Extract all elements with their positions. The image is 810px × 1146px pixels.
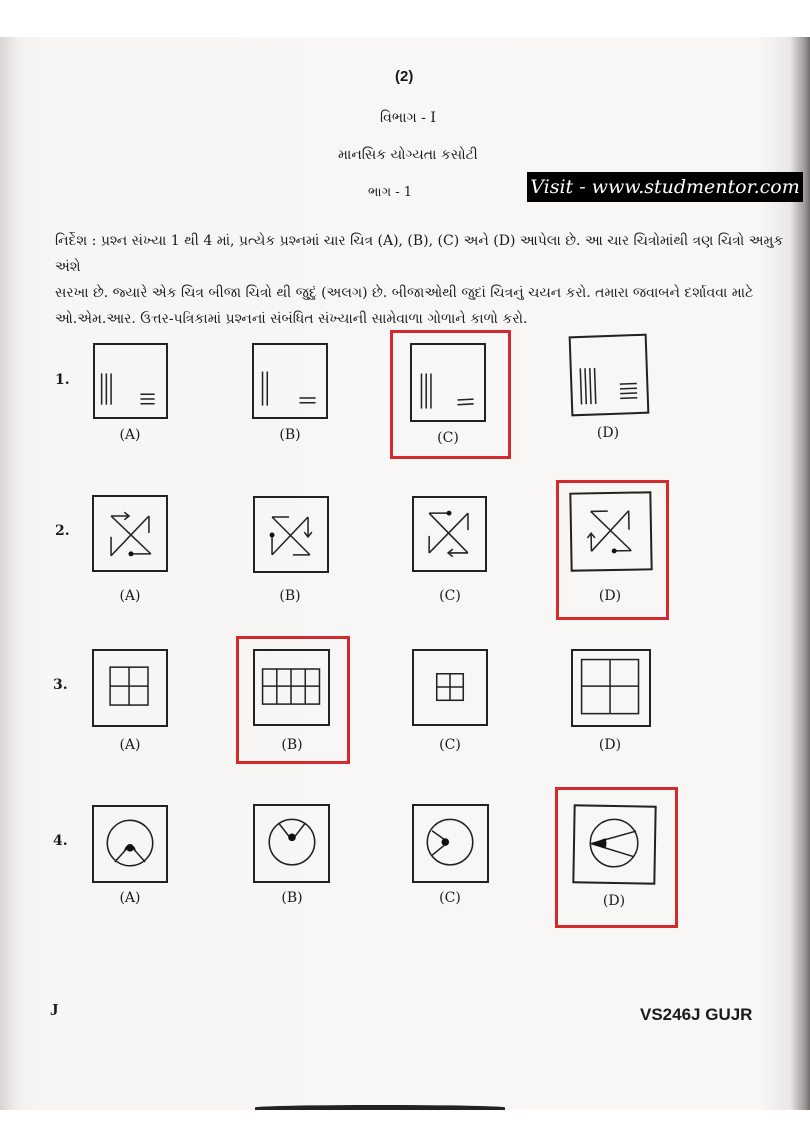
grid-figure-icon <box>94 651 166 725</box>
circle-sector-icon <box>414 806 487 881</box>
q2-label-c: (C) <box>439 588 461 604</box>
q2-figure-b <box>253 496 329 573</box>
q2-figure-a <box>92 495 168 572</box>
lines-figure-icon <box>95 345 166 417</box>
question-4-number: 4. <box>53 833 68 849</box>
footer-set-letter: J <box>50 1000 59 1019</box>
swastika-arrows-icon <box>414 498 485 570</box>
q2-figure-c <box>412 496 487 572</box>
question-1-number: 1. <box>55 372 70 388</box>
q2-label-b: (B) <box>279 588 301 604</box>
question-2-number: 2. <box>55 523 70 539</box>
q3-label-c: (C) <box>439 737 461 753</box>
q4-figure-d <box>572 804 656 884</box>
q3-label-d: (D) <box>598 737 622 753</box>
q4-label-d: (D) <box>602 893 626 909</box>
question-3-number: 3. <box>53 677 68 693</box>
q4-figure-a <box>92 805 168 883</box>
q1-label-c: (C) <box>437 430 459 446</box>
q3-figure-c <box>412 649 488 726</box>
instructions <box>55 228 790 332</box>
q4-figure-c <box>412 804 489 883</box>
circle-sector-icon <box>94 807 166 881</box>
q3-figure-d <box>571 649 651 727</box>
q3-figure-a <box>92 649 168 727</box>
q3-figure-b <box>253 649 330 726</box>
instruction-line-3: ઓ.એમ.આર. ઉત્તર-પત્રિકામાં પ્રશ્નનાં સંબંધિત સંખ્યાની સામેવાળા ગોળાને કાળો કરો. <box>55 311 528 327</box>
q2-label-a: (A) <box>119 588 141 604</box>
swastika-arrows-icon <box>571 493 650 569</box>
q1-figure-d <box>569 334 650 417</box>
section-title: વિભાગ - I <box>380 110 436 126</box>
footer-paper-code: VS246J GUJR <box>640 1005 753 1024</box>
q1-figure-a <box>93 343 168 419</box>
q3-label-b: (B) <box>281 737 303 753</box>
grid-figure-icon <box>573 651 649 725</box>
part-title: ભાગ - 1 <box>368 185 413 200</box>
q4-label-a: (A) <box>119 890 141 906</box>
q3-label-a: (A) <box>119 737 141 753</box>
q2-label-d: (D) <box>598 588 622 604</box>
grid-figure-icon <box>414 651 486 724</box>
watermark-banner: Visit - www.studmentor.com <box>527 172 803 202</box>
q1-label-d: (D) <box>596 425 620 441</box>
q2-figure-d <box>569 491 652 571</box>
page-edge-shadow <box>255 1105 505 1110</box>
q4-label-c: (C) <box>439 890 461 906</box>
q1-label-b: (B) <box>279 427 301 443</box>
page-number: (2) <box>395 68 414 85</box>
q1-figure-b <box>252 343 328 419</box>
subject-title: માનસિક યોગ્યતા કસોટી <box>338 147 478 163</box>
q1-figure-c <box>410 343 486 422</box>
swastika-arrows-icon <box>255 498 327 571</box>
swastika-arrows-icon <box>94 497 166 570</box>
instruction-line-1: નિર્દેશ : પ્રશ્ન સંખ્યા 1 થી 4 માં, પ્રત્યેક પ્રશ્નમાં ચાર ચિત્ર (A), (B), (C) અને (D) આપેલા છે. આ ચાર ચિત્રોમાંથી ત્રણ ચિત્રો અમુક અંશે <box>55 233 784 275</box>
q1-label-a: (A) <box>119 427 141 443</box>
q4-figure-b <box>253 804 330 883</box>
circle-sector-icon <box>574 806 654 882</box>
lines-figure-icon <box>254 345 326 417</box>
lines-figure-icon <box>571 336 648 415</box>
lines-figure-icon <box>412 345 484 420</box>
q4-label-b: (B) <box>281 890 303 906</box>
instruction-line-2: સરખા છે. જ્યારે એક ચિત્ર બીજા ચિત્રો થી જુદું (અલગ) છે. બીજાઓથી જુદાં ચિત્રનું ચયન કરો. તમારા જવાબને દર્શાવવા માટે <box>55 285 754 301</box>
circle-sector-icon <box>255 806 328 881</box>
grid-figure-icon <box>255 651 328 724</box>
